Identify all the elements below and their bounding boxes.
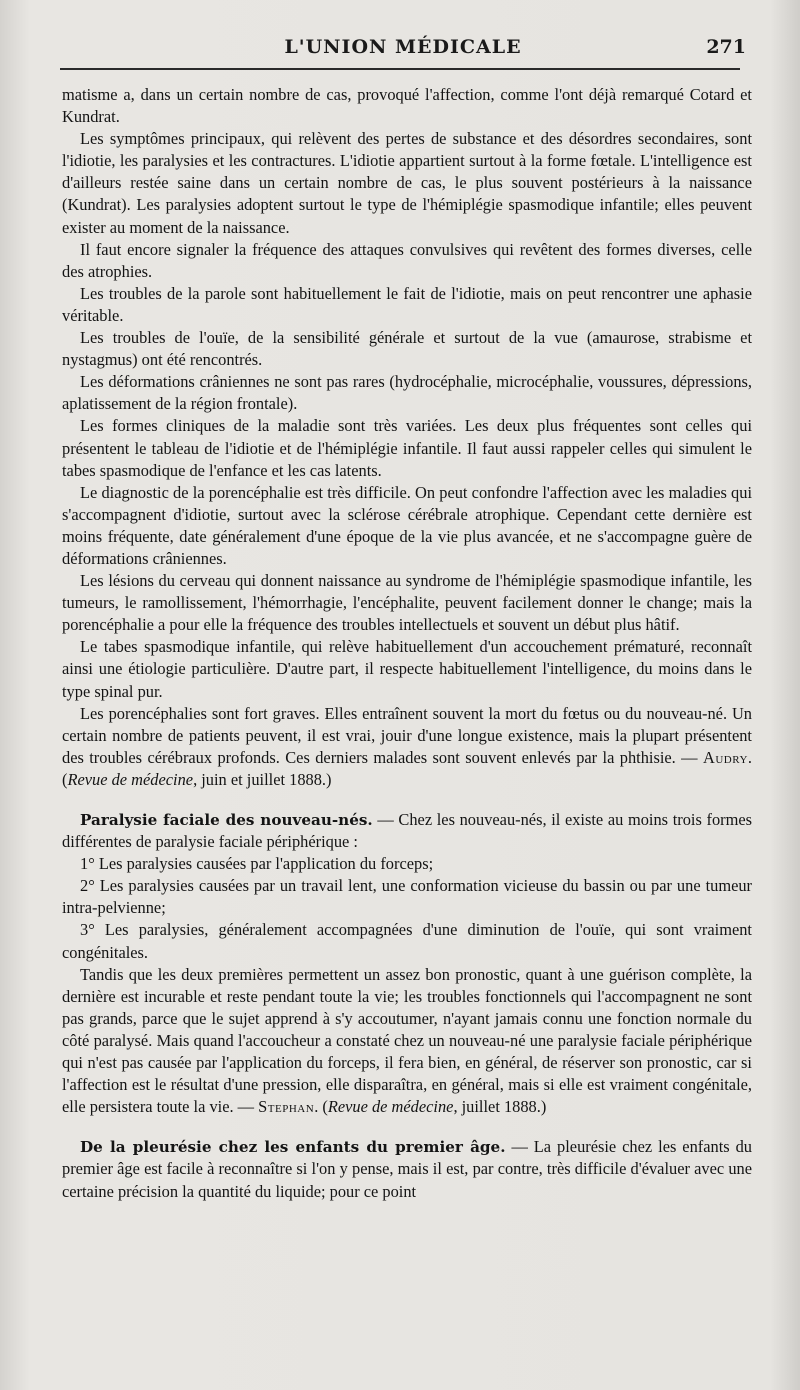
source-date: , juillet 1888.) <box>453 1097 547 1117</box>
paralysie-item-3: 3° Les paralysies, généralement accompagnées d'une diminution de l'ouïe, qui sont vraiment congénitales. <box>62 920 752 962</box>
header-rule <box>60 68 740 70</box>
porencephalie-paragraph-5: Les troubles de l'ouïe, de la sensibilité générale et surtout de la vue (amaurose, strabisme et nystagmus) ont été rencontrés. <box>62 328 752 370</box>
running-head: L'UNION MÉDICALE <box>284 36 522 58</box>
porencephalie-paragraph-2: Les symptômes principaux, qui relèvent des pertes de substance et des désordres secondaires, sont l'idiotie, les paralysies et les contractures. L'idiotie appartient surtout à la forme fœtale. L'intelligence est d'ailleurs restée saine dans un certain nombre de cas, le plus souvent postérieurs à la naissance (Kundrat). Les paralysies adoptent surtout le type de l'hémiplégie spasmodique infantile; elles peuvent exister au moment de la naissance. <box>62 129 752 237</box>
porencephalie-paragraph-1: matisme a, dans un certain nombre de cas, provoqué l'affection, comme l'ont déjà remarqué Cotard et Kundrat. <box>62 85 752 127</box>
author-stephan: Stephan <box>258 1097 315 1117</box>
pleuresie-text: — La pleurésie chez les enfants du premier âge est facile à reconnaître si l'on y pense, mais il est, par contre, très difficile d'évaluer avec une certaine précision la quantité du liquide; pour ce point <box>62 1137 752 1201</box>
paralysie-item-2: 2° Les paralysies causées par un travail lent, une conformation vicieuse du bassin ou par une tumeur intra-pelvienne; <box>62 876 752 918</box>
paralysie-intro-paragraph <box>62 809 752 853</box>
journal-name: Revue de médecine <box>327 1097 454 1117</box>
porencephalie-paragraph-8: Le diagnostic de la porencéphalie est très difficile. On peut confondre l'affection avec les maladies qui s'accompagnent d'idiotie, surtout avec la sclérose cérébrale atrophique. Cependant cette dernière est moins fréquente, date généralement d'une époque de la vie plus avancée, et ne s'accompagne guère de déformations crâniennes. <box>62 482 752 568</box>
porencephalie-p11-text: Les porencéphalies sont fort graves. Elles entraînent souvent la mort du fœtus ou du nouveau-né. Un certain nombre de patients peuvent, il est vrai, jouir d'une longue existence, mais la plupart présentent des troubles cérébraux profonds. Ces derniers malades sont souvent enlevés par la phthisie. — <box>62 703 752 767</box>
author-audry: Audry <box>702 747 748 767</box>
page-header <box>60 32 746 62</box>
paralysie-item-1: 1° Les paralysies causées par l'application du forceps; <box>80 854 434 874</box>
porencephalie-paragraph-10: Le tabes spasmodique infantile, qui relève habituellement d'un accouchement prématuré, reconnaît ainsi une étiologie particulière. D'autre part, il respecte habituellement l'intelligence, du moins dans le type spinal pur. <box>62 637 752 701</box>
page-number: 271 <box>706 36 746 58</box>
source-prefix: . ( <box>62 747 752 789</box>
paralysie-intro-text: — Chez les nouveau-nés, il existe au moins trois formes différentes de paralysie faciale périphérique : <box>62 810 752 852</box>
section-title-pleuresie: De la pleurésie chez les enfants du premier âge. <box>80 1138 506 1157</box>
paralysie-text: Tandis que les deux premières permettent un assez bon pronostic, quant à une guérison complète, la dernière est incurable et reste pendant toute la vie; les troubles fonctionnels qui l'accompagnent ne sont pas grands, parce que le sujet apprend à s'y accoutumer, n'ayant jamais connu une fonction normale du côté paralysé. Mais quand l'accoucheur a constaté chez un nouveau-né une paralysie faciale périphérique qui n'est pas causée par l'application du forceps, il fera bien, en général, de réserver son pronostic, car si l'affection est le résultat d'une pression, elle disparaîtra, en général, mais si elle est vraiment congénitale, elle persistera toute la vie. — <box>62 964 752 1117</box>
paralysie-paragraph <box>62 964 752 1119</box>
porencephalie-paragraph-11 <box>62 703 752 791</box>
article-body <box>62 84 752 1203</box>
section-title-paralysie: Paralysie faciale des nouveau-nés. <box>80 811 373 829</box>
porencephalie-paragraph-7: Les formes cliniques de la maladie sont très variées. Les deux plus fréquentes sont celles qui présentent le tableau de l'idiotie et de l'hémiplégie infantile. Il faut aussi rappeler celles qui simulent le tabes spasmodique de l'enfance et les cas latents. <box>62 416 752 480</box>
journal-name: Revue de médecine <box>67 769 194 789</box>
porencephalie-paragraph-6: Les déformations crâniennes ne sont pas rares (hydrocéphalie, microcéphalie, voussures, dépressions, aplatissement de la région frontale). <box>62 372 752 414</box>
porencephalie-paragraph-9: Les lésions du cerveau qui donnent naissance au syndrome de l'hémiplégie spasmodique infantile, les tumeurs, le ramollissement, l'hémorrhagie, l'encéphalite, peuvent facilement donner le change; mais la porencéphalie a pour elle la fréquence des troubles intellectuels et souvent un début plus hâtif. <box>62 571 752 635</box>
source-prefix: . ( <box>314 1097 328 1117</box>
porencephalie-paragraph-4: Les troubles de la parole sont habituellement le fait de l'idiotie, mais on peut rencontrer une aphasie véritable. <box>62 283 752 325</box>
porencephalie-paragraph-3: Il faut encore signaler la fréquence des attaques convulsives qui revêtent des formes diverses, celle des atrophies. <box>62 239 752 281</box>
source-date: , juin et juillet 1888.) <box>193 769 332 789</box>
pleuresie-paragraph <box>62 1136 752 1202</box>
